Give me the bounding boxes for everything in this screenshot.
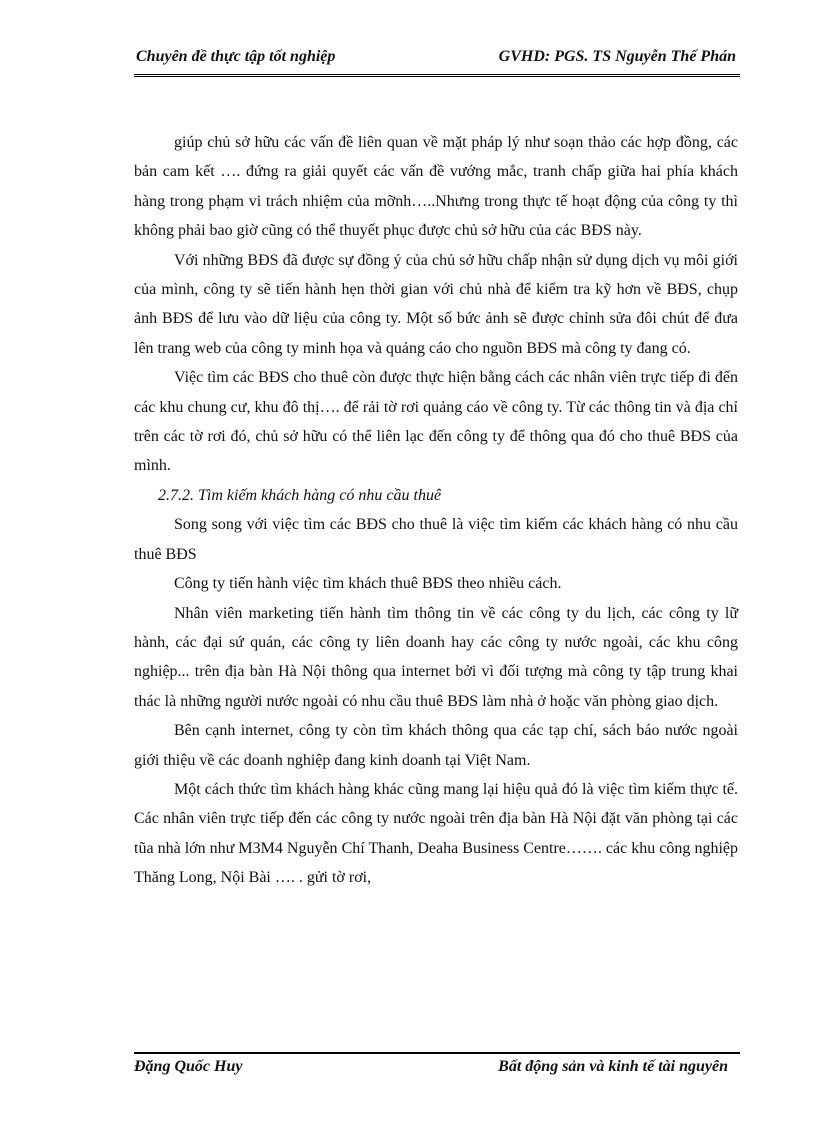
paragraph: Công ty tiến hành việc tìm khách thuê BĐS theo nhiều cách. [174, 575, 562, 593]
paragraph: Việc tìm các BĐS cho thuê còn được thực hiện bằng cách các nhân viên trực tiếp đi đến các khu chung cư, khu đô thị…. để rải tờ rơi quảng cáo về công ty. Từ các thông tin và địa chỉ trên các tờ rơi đó, chủ sở hữu có thể liên lạc đến công ty để thông qua đó cho thuê BĐS của mình. [134, 369, 738, 475]
paragraph: Bên cạnh internet, công ty còn tìm khách thông qua các tạp chí, sách báo nước ngoài giới thiệu về các doanh nghiệp đang kinh doanh tại Việt Nam. [134, 722, 738, 769]
footer-department: Bất động sản và kinh tế tài nguyên [498, 1058, 728, 1075]
paragraph: giúp chủ sở hữu các vấn đề liên quan về mặt pháp lý như soạn thảo các hợp đồng, các bản cam kết …. đứng ra giải quyết các vấn đề vướng mắc, tranh chấp giữa hai phía khách hàng trong phạm vi trách nhiệm của mỡnh…..Nhưng trong thực tế hoạt động của công ty thì không phải bao giờ cũng có thể thuyết phục được chủ sở hữu của các BĐS này. [134, 134, 738, 240]
paragraph: Với những BĐS đã được sự đồng ý của chủ sở hữu chấp nhận sử dụng dịch vụ môi giới của mình, công ty sẽ tiến hành hẹn thời gian với chủ nhà để kiểm tra kỹ hơn về BĐS, chụp ảnh BĐS để lưu vào dữ liệu của công ty. Một số bức ảnh sẽ được chỉnh sửa đôi chút để đưa lên trang web của công ty minh họa và quảng cáo cho nguồn BĐS mà công ty đang có. [134, 251, 738, 357]
paragraph: Song song với việc tìm các BĐS cho thuê là việc tìm kiếm các khách hàng có nhu cầu thuê BĐS [134, 516, 738, 563]
section-subheading: 2.7.2. Tìm kiếm khách hàng có nhu cầu thuê [158, 486, 442, 504]
paragraph: Một cách thức tìm khách hàng khác cũng mang lại hiệu quả đó là việc tìm kiếm thực tế. Các nhân viên trực tiếp đến các công ty nước ngoài trên địa bàn Hà Nội đặt văn phòng tại các tũa nhà lớn như M3M4 Nguyễn Chí Thanh, Deaha Business Centre……. các khu công nghiệp Thăng Long, Nội Bài …. . gửi tờ rơi, [134, 780, 738, 887]
page-footer [134, 1052, 740, 1075]
page-header [134, 44, 740, 77]
footer-author: Đặng Quốc Huy [134, 1058, 243, 1075]
header-advisor: GVHD: PGS. TS Nguyễn Thế Phán [498, 48, 736, 65]
document-body [134, 128, 738, 893]
paragraph: Nhân viên marketing tiến hành tìm thông tin về các công ty du lịch, các công ty lữ hành, các đại sứ quán, các công ty liên doanh hay các công ty nước ngoài, các khu công nghiệp... trên địa bàn Hà Nội thông qua internet bởi vì đối tượng mà công ty tập trung khai thác là những người nước ngoài có nhu cầu thuê BĐS làm nhà ở hoặc văn phòng giao dịch. [134, 604, 738, 710]
header-title: Chuyên đề thực tập tốt nghiệp [136, 48, 336, 65]
